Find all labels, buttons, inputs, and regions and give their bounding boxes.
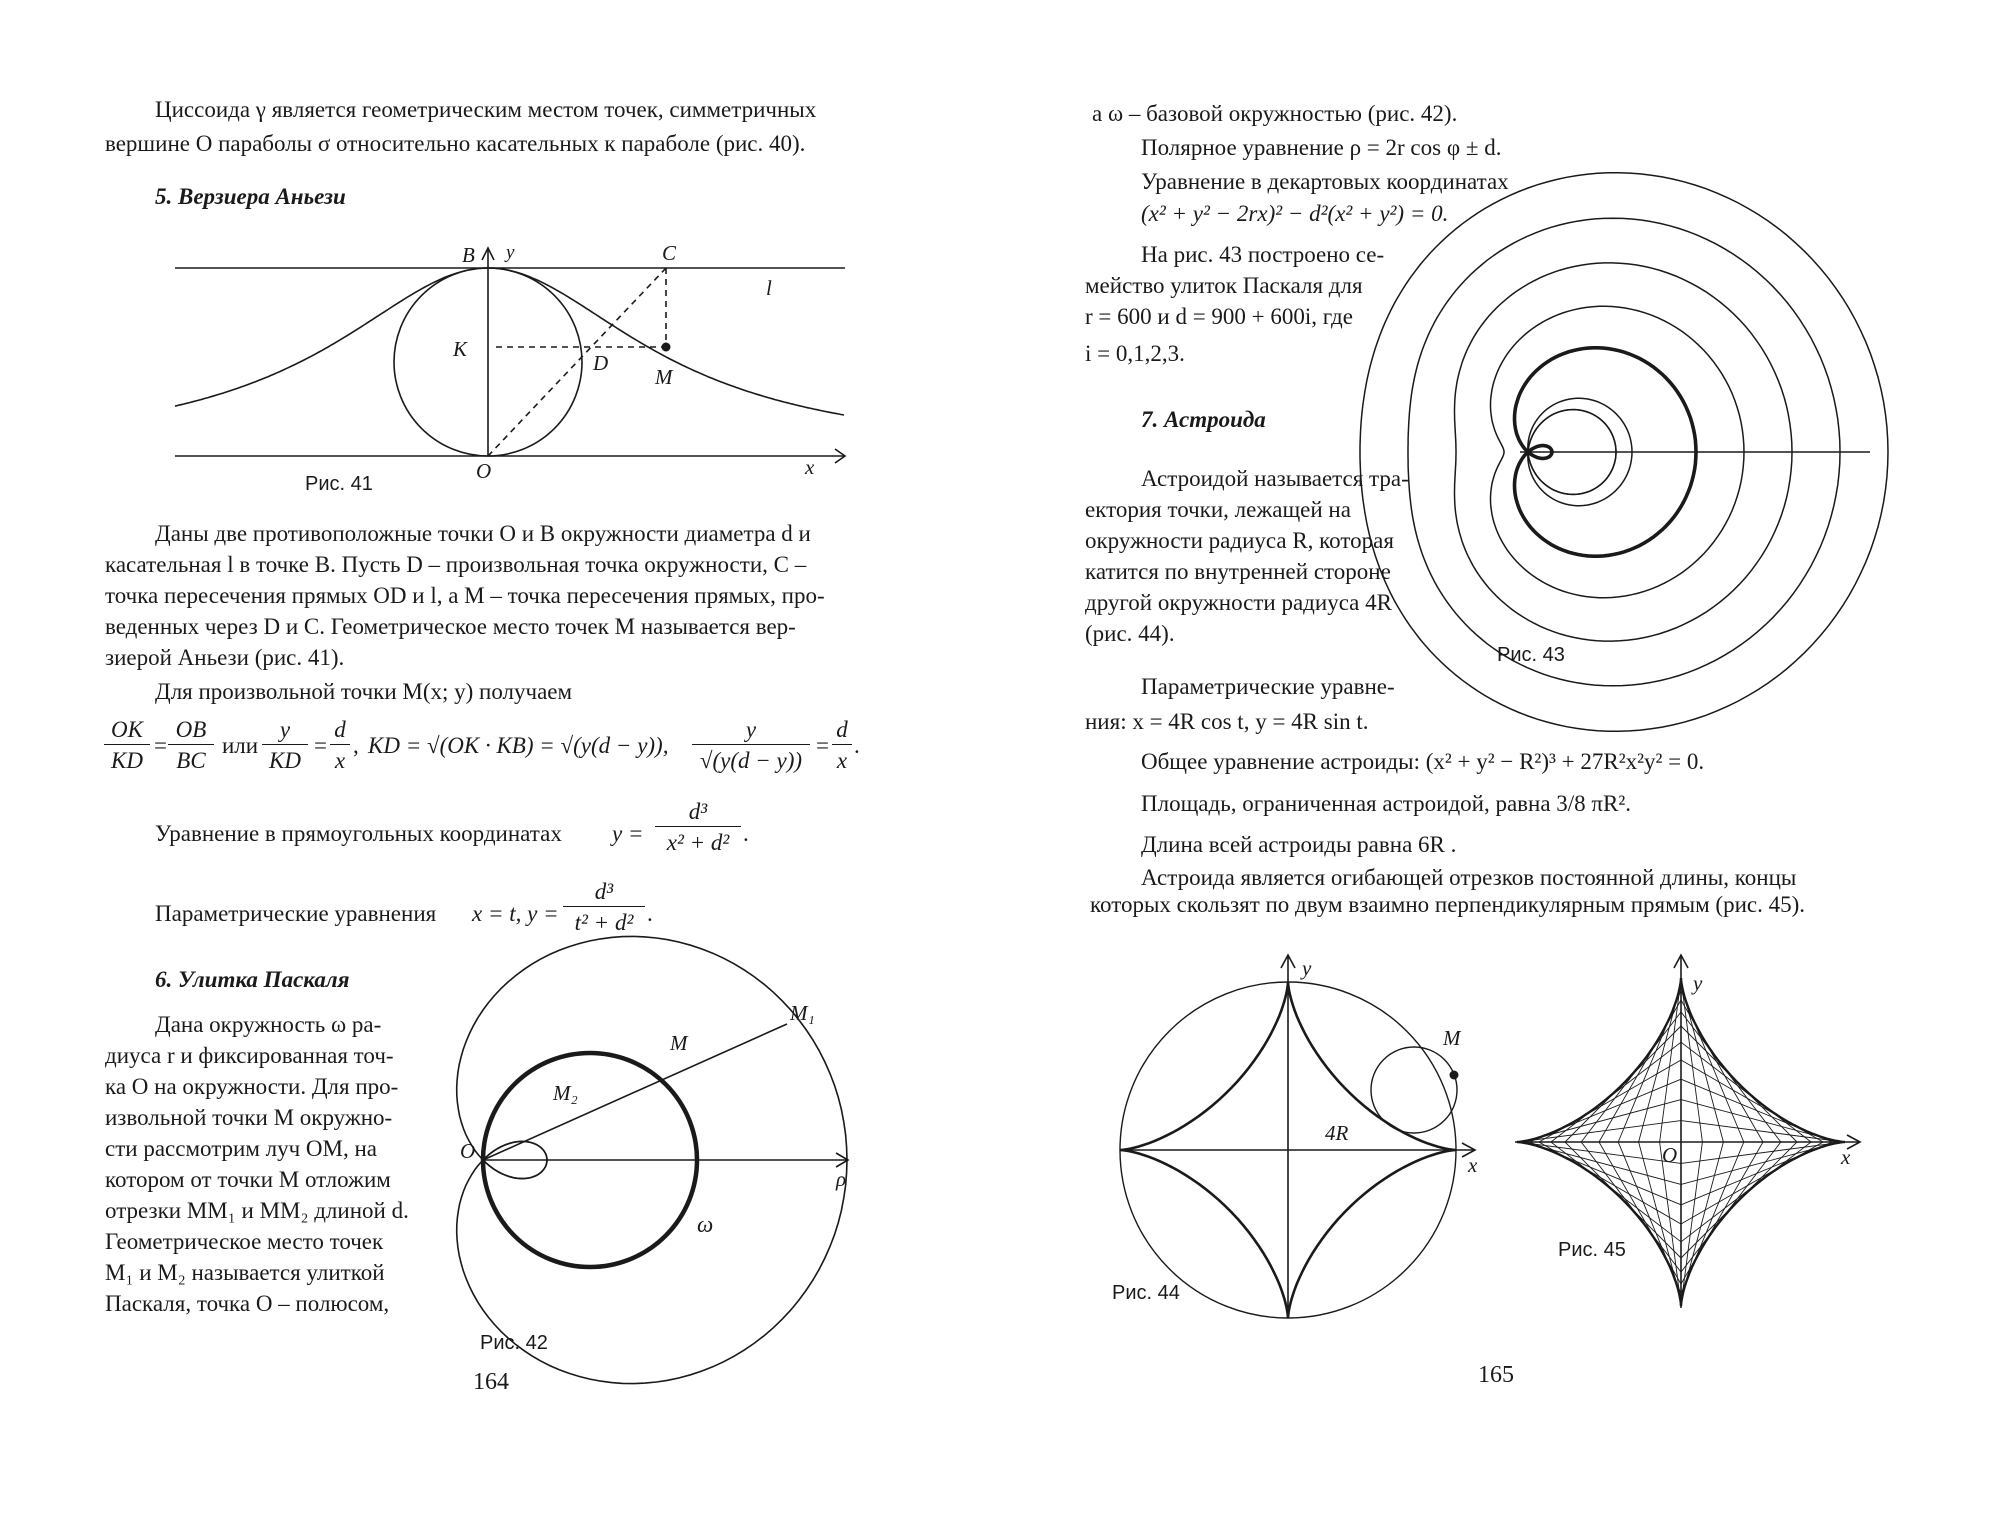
param-line2: ния: x = 4R cos t, y = 4R sin t. (1085, 709, 1369, 734)
page-number-165: 165 (1478, 1362, 1514, 1388)
para1-line3: точка пересечения прямых OD и l, а M – точка пересечения прямых, про- (105, 583, 825, 608)
label-y: y (1693, 971, 1703, 995)
label-m: M (1443, 1026, 1461, 1050)
label-x: x (1841, 1145, 1851, 1169)
para43-line1: На рис. 43 построено се- (1141, 242, 1385, 267)
word-or: или (222, 733, 259, 758)
para3-line5: сти рассмотрим луч OM, на (105, 1136, 378, 1161)
label-k: K (453, 337, 468, 361)
sliding-segment (1681, 1142, 1702, 1305)
section-5-title: 5. Верзиера Аньези (155, 184, 346, 209)
rect-eq-lhs: y = (612, 821, 644, 846)
para1-line2: касательная l в точке B. Пусть D – произвольная точка окружности, C – (105, 552, 807, 577)
envelope-line2: которых скользят по двум взаимно перпендикулярным прямым (рис. 45). (1090, 892, 1806, 917)
para3-line9: M₁ и M₂ называется улиткой (105, 1260, 385, 1285)
comma: , (353, 733, 359, 758)
label-4r: 4R (1325, 1121, 1349, 1145)
param-eq-end: . (647, 901, 653, 926)
point-m (1450, 1071, 1459, 1080)
para1-line5: зиерой Аньези (рис. 41). (105, 645, 345, 670)
para2: Для произвольной точки M(x; y) получаем (155, 679, 573, 704)
sliding-segment (1681, 1142, 1844, 1163)
rect-eq-label: Уравнение в прямоугольных координатах (155, 821, 562, 846)
label-omega: ω (697, 1212, 714, 1237)
rect-eq-end: . (743, 821, 749, 846)
area-statement: Площадь, ограниченная астроидой, равна 3/8 πR². (1141, 791, 1632, 816)
para1-line1: Даны две противоположные точки O и B окружности диаметра d и (155, 521, 811, 546)
para1-line4: веденных через D и C. Геометрическое место точек M называется вер- (105, 614, 796, 639)
label-o: O (1662, 1143, 1678, 1167)
formula-dot: . (854, 733, 860, 758)
para3-line3: ка O на окружности. Для про- (105, 1074, 399, 1099)
eq-sign-3: = (816, 733, 829, 758)
astroid-para-line2: ектория точки, лежащей на (1085, 497, 1351, 522)
fig43-caption: Рис. 43 (1497, 644, 1565, 666)
label-l: l (766, 276, 772, 300)
label-m: M (655, 365, 673, 389)
astroid-para-line3: окружности радиуса R, которая (1085, 528, 1394, 553)
label-y: y (1302, 956, 1312, 980)
param-eq-frac: $\frac{\text{d³}}{\text{t² + d²}}$ (563, 880, 645, 934)
astroid-para-line4: катится по внутренней стороне (1085, 559, 1391, 584)
label-rho: ρ (836, 1167, 847, 1191)
polar-equation: Полярное уравнение ρ = 2r cos φ ± d. (1141, 135, 1502, 160)
para3-line10: Паскаля, точка O – полюсом, (105, 1291, 390, 1316)
line-od (488, 268, 666, 456)
frac-d-x: $\frac{d}{x}$ (330, 718, 350, 772)
frac-y-kd: $\frac{y}{KD}$ (262, 718, 308, 772)
fig44-caption: Рис. 44 (1112, 1282, 1180, 1304)
sliding-segment (1681, 979, 1702, 1142)
para3-line7: отрезки MM₁ и MM₂ длиной d. (105, 1198, 409, 1223)
fig42-caption: Рис. 42 (480, 1332, 548, 1354)
param-eq-lhs: x = t, y = (472, 901, 559, 926)
sliding-segment (1681, 1121, 1844, 1142)
page-number-164: 164 (473, 1369, 509, 1395)
label-b: B (462, 243, 475, 267)
frac-ob-bc: $\frac{OB}{BC}$ (168, 718, 214, 772)
fig45-caption: Рис. 45 (1558, 1239, 1626, 1261)
ray-om (483, 1024, 787, 1160)
sliding-segment (1518, 1142, 1681, 1163)
para3-line6: котором от точки M отложим (105, 1167, 391, 1192)
para43-line4: i = 0,1,2,3. (1085, 341, 1185, 366)
label-o: O (476, 459, 492, 483)
astroid-para-line5: другой окружности радиуса 4R (1085, 590, 1392, 615)
intro-line-2: вершине O параболы σ относительно касательных к параболе (рис. 40). (105, 131, 806, 156)
rolling-circle-r (1371, 1047, 1457, 1133)
fig41-caption: Рис. 41 (305, 473, 373, 495)
eq-sign-2: = (314, 733, 327, 758)
para3-line2: диуса r и фиксированная точ- (105, 1043, 394, 1068)
para3-line1: Дана окружность ω ра- (155, 1012, 382, 1037)
label-c: C (662, 241, 677, 265)
cartesian-equation: (x² + y² − 2rx)² − d²(x² + y²) = 0. (1141, 201, 1449, 226)
label-x: x (1468, 1153, 1478, 1177)
rect-eq-frac: $\frac{\text{d³}}{\text{x² + d²}}$ (655, 800, 741, 854)
param-eq-label: Параметрические уравнения (155, 901, 437, 926)
label-x: x (805, 455, 815, 479)
astroid-para-line1: Астроидой называется тра- (1141, 466, 1409, 491)
para3-line8: Геометрическое место точек (105, 1229, 384, 1254)
param-line1: Параметрические уравне- (1141, 674, 1395, 699)
witch-of-agnesi-curve (175, 268, 844, 415)
label-m2: M₂ (553, 1081, 578, 1105)
label-m: M (670, 1031, 688, 1055)
point-m (662, 343, 671, 352)
para43-line2: мейство улиток Паскаля для (1085, 273, 1363, 298)
label-d: D (593, 351, 609, 375)
sliding-segment (1660, 979, 1681, 1142)
para43-line3: r = 600 и d = 900 + 600i, где (1085, 304, 1353, 329)
frac-y-sqrt: $\frac{y}{√(y(d - y))}$ (692, 718, 810, 772)
cartesian-label: Уравнение в декартовых координатах (1141, 169, 1509, 194)
section-6-title: 6. Улитка Паскаля (155, 967, 350, 992)
para3-line4: извольной точки M окружно- (105, 1105, 393, 1130)
label-y: y (506, 242, 515, 263)
frac-d-x-2: $\frac{d}{x}$ (832, 718, 852, 772)
envelope-line1: Астроида является огибающей отрезков постоянной длины, концы (1141, 865, 1797, 890)
length-statement: Длина всей астроиды равна 6R . (1141, 832, 1457, 857)
label-m1: M₁ (790, 1001, 815, 1025)
label-o: O (460, 1139, 476, 1163)
intro-line-1: Циссоида γ является геометрическим местом точек, симметричных (155, 97, 817, 122)
astroid-para-line6: (рис. 44). (1085, 621, 1175, 646)
general-equation: Общее уравнение астроиды: (x² + y² − R²)³ + 27R²x²y² = 0. (1141, 749, 1705, 774)
frac-ok-kd: $\frac{OK}{KD}$ (104, 718, 150, 772)
kd-formula: KD = √(OK · KB) = √(y(d − y)), (368, 733, 669, 758)
eq-sign-1: = (154, 733, 167, 758)
cont-line: а ω – базовой окружностью (рис. 42). (1092, 101, 1458, 126)
section-7-title: 7. Астроида (1141, 407, 1266, 432)
sliding-segment (1518, 1121, 1681, 1142)
